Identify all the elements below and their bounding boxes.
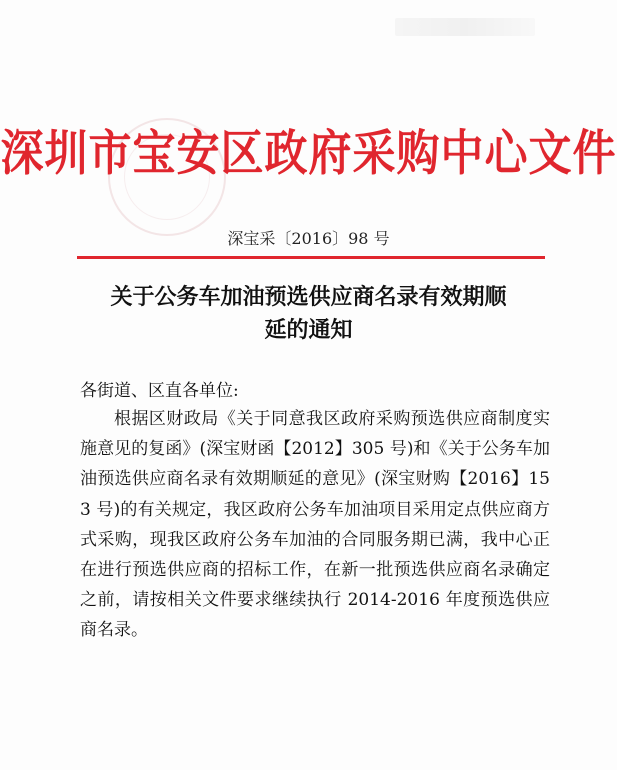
body-paragraph: 根据区财政局《关于同意我区政府采购预选供应商制度实施意见的复函》(深宝财函【2012】305 号)和《关于公务车加油预选供应商名录有效期顺延的意见》(深宝财购【2016】153 号)的有关规定，我区政府公务车加油项目采用定点供应商方式采购，现我区政府公务车加油的合同服务期已满，我中心正在进行预选供应商的招标工作，在新一批预选供应商名录确定之前，请按相关文件要求继续执行 2014-2016 年度预选供应商名录。: [80, 409, 550, 641]
addressee-line: 各街道、区直各单位:: [80, 381, 239, 401]
notice-title-line-1: 关于公务车加油预选供应商名录有效期顺: [110, 284, 507, 310]
red-divider-line: [77, 256, 545, 259]
faint-header-mark: [395, 18, 535, 36]
document-number: 深宝采〔2016〕98 号: [227, 229, 390, 248]
document-header-title: 深圳市宝安区政府采购中心文件: [0, 125, 617, 182]
notice-title-line-2: 延的通知: [264, 317, 353, 343]
notice-title: [60, 281, 557, 347]
